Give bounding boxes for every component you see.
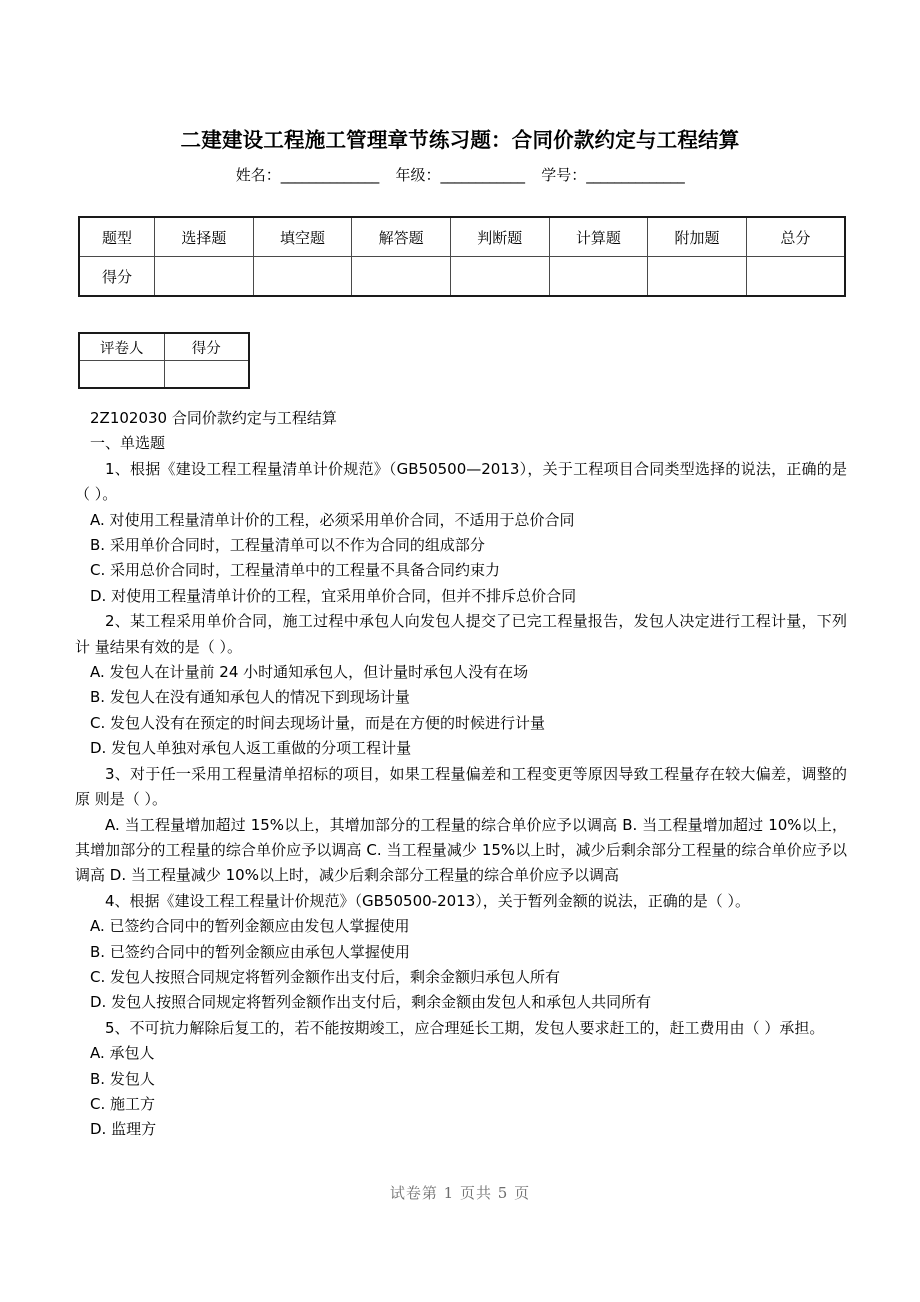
score-cell-2[interactable] xyxy=(352,257,451,297)
score-table-header-1: 填空题 xyxy=(253,217,352,257)
question-1-stem: 1、根据《建设工程工程量清单计价规范》（GB50500—2013），关于工程项目合同类型选择的说法，正确的是（ ）。 xyxy=(75,459,847,504)
table-row-scores xyxy=(79,257,845,297)
grader-table xyxy=(78,332,250,389)
grader-cell-reviewer[interactable] xyxy=(79,361,164,389)
chapter-heading: 2Z102030 合同价款约定与工程结算 xyxy=(90,409,337,427)
question-1-option-b[interactable]: B. 采用单价合同时，工程量清单可以不作为合同的组成部分 xyxy=(90,536,485,555)
question-2-option-b[interactable]: B. 发包人在没有通知承包人的情况下到现场计量 xyxy=(90,688,410,707)
score-summary-table xyxy=(78,216,846,297)
score-table-header-4: 计算题 xyxy=(549,217,648,257)
student-id-field xyxy=(541,166,684,184)
grader-header-score: 得分 xyxy=(164,333,249,361)
question-2-option-a[interactable]: A. 发包人在计量前 24 小时通知承包人，但计量时承包人没有在场 xyxy=(90,663,529,682)
table-row-grader-headers xyxy=(79,333,249,361)
question-1-option-c[interactable]: C. 采用总价合同时，工程量清单中的工程量不具备合同约束力 xyxy=(90,561,501,580)
student-grade-blank[interactable]: ____________ xyxy=(440,166,525,184)
table-row-question-types xyxy=(79,217,845,257)
student-id-blank[interactable]: ______________ xyxy=(586,166,685,184)
student-name-label: 姓名： xyxy=(235,166,281,184)
student-id-label: 学号： xyxy=(541,166,587,184)
grader-cell-score[interactable] xyxy=(164,361,249,389)
score-table-score-label: 得分 xyxy=(79,257,155,297)
question-1-option-d[interactable]: D. 对使用工程量清单计价的工程，宜采用单价合同，但并不排斥总价合同 xyxy=(90,586,577,605)
score-cell-0[interactable] xyxy=(155,257,254,297)
exam-body xyxy=(75,406,847,1143)
question-4-option-a[interactable]: A. 已签约合同中的暂列金额应由发包人掌握使用 xyxy=(90,917,410,936)
score-table-header-5: 附加题 xyxy=(648,217,747,257)
question-2-option-d[interactable]: D. 发包人单独对承包人返工重做的分项工程计量 xyxy=(90,739,412,758)
question-4-option-b[interactable]: B. 已签约合同中的暂列金额应由承包人掌握使用 xyxy=(90,942,410,961)
score-cell-6[interactable] xyxy=(746,257,845,297)
question-2-option-c[interactable]: C. 发包人没有在预定的时间去现场计量，而是在方便的时候进行计量 xyxy=(90,713,546,732)
question-1-option-a[interactable]: A. 对使用工程量清单计价的工程，必须采用单价合同，不适用于总价合同 xyxy=(90,510,575,529)
question-4-option-d[interactable]: D. 发包人按照合同规定将暂列金额作出支付后，剩余金额由发包人和承包人共同所有 xyxy=(90,993,652,1012)
score-table-type-label: 题型 xyxy=(79,217,155,257)
question-3-options-paragraph[interactable]: A. 当工程量增加超过 15%以上，其增加部分的工程量的综合单价应予以调高 B. 当工程量增加超过 10%以上，其增加部分的工程量的综合单价应予以调高 C. 当工程量减少 15%以上时，减少后剩余部分工程量的综合单价应予以调高 D. 当工程量减少 10%以上时，减少后剩余部分工程量的综合单价应予以调高 xyxy=(75,815,847,885)
student-name-blank[interactable]: ______________ xyxy=(280,166,379,184)
score-cell-3[interactable] xyxy=(450,257,549,297)
page-title: 二建建设工程施工管理章节练习题：合同价款约定与工程结算 xyxy=(180,128,740,152)
page-footer: 试卷第 1 页共 5 页 xyxy=(389,1184,531,1202)
question-3-stem: 3、对于任一采用工程量清单招标的项目，如果工程量偏差和工程变更等原因导致工程量存在较大偏差，调整的原 则是（ ）。 xyxy=(75,764,847,809)
score-cell-4[interactable] xyxy=(549,257,648,297)
question-5-option-c[interactable]: C. 施工方 xyxy=(90,1094,156,1113)
student-info-line xyxy=(0,163,920,187)
section-heading-single-choice: 一、单选题 xyxy=(90,434,166,453)
question-4-stem: 4、根据《建设工程工程量计价规范》（GB50500-2013），关于暂列金额的说法，正确的是（ ）。 xyxy=(105,891,751,910)
question-5-option-b[interactable]: B. 发包人 xyxy=(90,1069,155,1088)
student-grade-label: 年级： xyxy=(395,166,441,184)
question-2-stem: 2、某工程采用单价合同，施工过程中承包人向发包人提交了已完工程量报告，发包人决定进行工程计量，下列计 量结果有效的是（ ）。 xyxy=(75,612,847,656)
score-table-header-3: 判断题 xyxy=(450,217,549,257)
table-row-grader-values xyxy=(79,361,249,389)
student-grade-field xyxy=(395,166,524,184)
question-5-option-d[interactable]: D. 监理方 xyxy=(90,1120,157,1139)
student-name-field xyxy=(236,166,379,184)
score-table-header-2: 解答题 xyxy=(352,217,451,257)
question-5-stem: 5、不可抗力解除后复工的，若不能按期竣工，应合理延长工期，发包人要求赶工的，赶工费用由（ ）承担。 xyxy=(105,1018,825,1037)
score-table-header-6: 总分 xyxy=(746,217,845,257)
score-cell-5[interactable] xyxy=(648,257,747,297)
question-4-option-c[interactable]: C. 发包人按照合同规定将暂列金额作出支付后，剩余金额归承包人所有 xyxy=(90,967,561,986)
score-table-header-0: 选择题 xyxy=(155,217,254,257)
grader-header-reviewer: 评卷人 xyxy=(79,333,164,361)
question-5-option-a[interactable]: A. 承包人 xyxy=(90,1044,155,1063)
score-cell-1[interactable] xyxy=(253,257,352,297)
